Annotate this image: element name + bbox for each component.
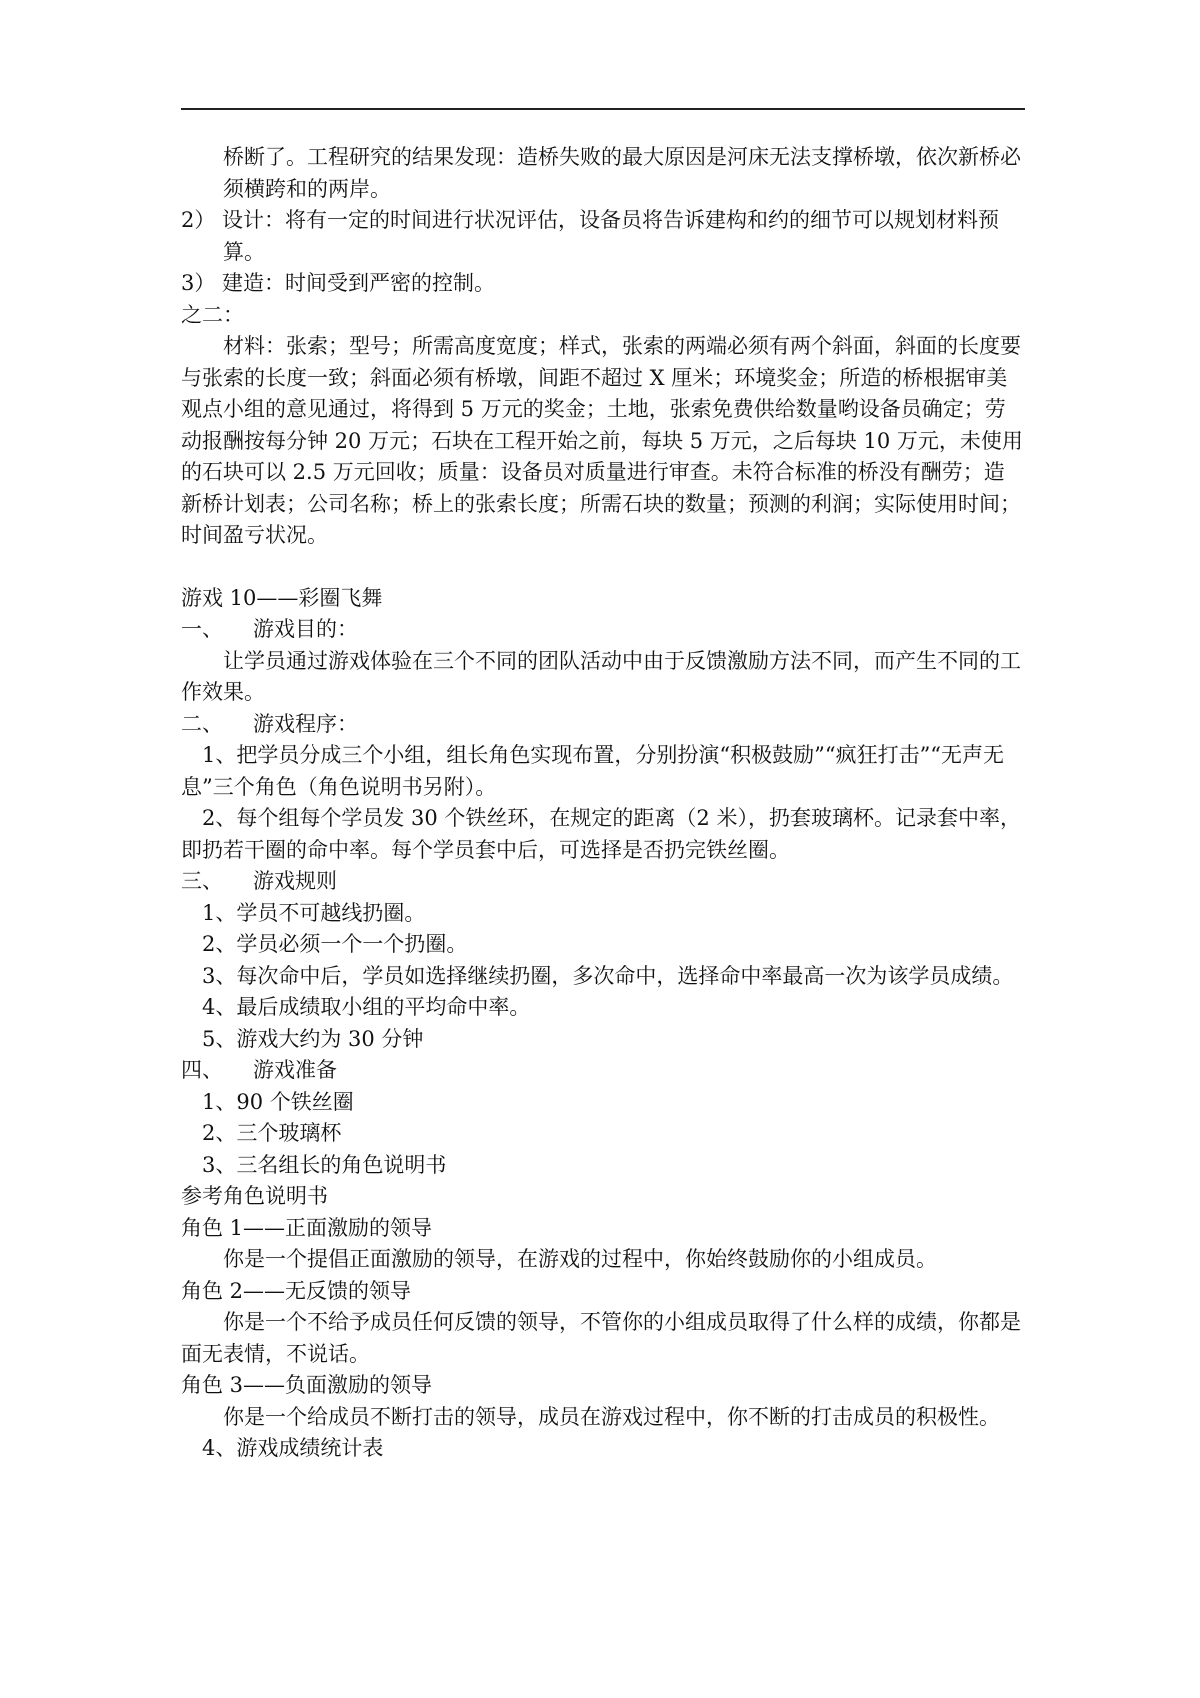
section-heading-3 [181,866,1025,898]
role-title: 角色 2——无反馈的领导 [181,1278,412,1303]
rule-item: 5、游戏大约为 30 分钟 [202,1026,424,1051]
procedure-item: 1、把学员分成三个小组，组长角色实现布置，分别扮演“积极鼓励”“疯狂打击”“无声无息”三个角色（角色说明书另附）。 [181,743,1005,799]
prep-item: 3、三名组长的角色说明书 [202,1152,447,1177]
section-number: 一、 [181,617,223,641]
rule-item: 1、学员不可越线扔圈。 [202,900,426,925]
role-description: 你是一个提倡正面激励的领导，在游戏的过程中，你始终鼓励你的小组成员。 [223,1247,937,1271]
section-title: 游戏规则 [253,869,337,893]
section-title: 游戏目的： [253,617,358,641]
document-body [181,142,1025,1465]
prep-item: 2、三个玻璃杯 [202,1121,342,1145]
purpose-paragraph: 让学员通过游戏体验在三个不同的团队活动中由于反馈激励方法不同，而产生不同的工作效果。 [181,648,1021,704]
materials-paragraph: 材料：张索；型号；所需高度宽度；样式，张索的两端必须有两个斜面，斜面的长度要与张索的长度一致；斜面必须有桥墩，间距不超过 X 厘米；环境奖金；所造的桥根据审美观点小组的意见通过，将得到 5 万元的奖金；土地，张索免费供给数量哟设备员确定；劳动报酬按每分钟 20 万元；石块在工程开始之前，每块 5 万元，之后每块 10 万元，未使用的石块可以 2.5 万元回收；质量：设备员对质量进行审查。未符合标准的桥没有酬劳；造新桥计划表；公司名称；桥上的张索长度；所需石块的数量；预测的利润；实际使用时间；时间盈亏状况。 [181,334,1023,547]
game-title: 游戏 10——彩圈飞舞 [181,585,383,610]
item-build: 3） 建造：时间受到严密的控制。 [181,271,496,295]
procedure-item: 2、每个组每个学员发 30 个铁丝环，在规定的距离（2 米），扔套玻璃杯。记录套中率，即扔若干圈的命中率。每个学员套中后，可选择是否扔完铁丝圈。 [181,806,1021,862]
spacer [181,552,1025,583]
stats-table-title: 4、游戏成绩统计表 [202,1436,384,1460]
section-title: 游戏准备 [253,1058,337,1082]
intro-continuation: 桥断了。工程研究的结果发现：造桥失败的最大原因是河床无法支撑桥墩，依次新桥必须横跨和的两岸。 [223,145,1021,201]
role-description: 你是一个给成员不断打击的领导，成员在游戏过程中，你不断的打击成员的积极性。 [223,1404,1000,1429]
prep-item: 1、90 个铁丝圈 [202,1089,354,1114]
item-design: 2） 设计：将有一定的时间进行状况评估，设备员将告诉建构和约的细节可以规划材料预算。 [181,208,1000,264]
section-number: 二、 [181,711,223,736]
role-description: 你是一个不给予成员任何反馈的领导，不管你的小组成员取得了什么样的成绩，你都是面无表情，不说话。 [181,1310,1021,1366]
rule-item: 2、学员必须一个一个扔圈。 [202,932,468,956]
role-title: 角色 1——正面激励的领导 [181,1215,433,1240]
role-title: 角色 3——负面激励的领导 [181,1373,433,1397]
section-number: 三、 [181,869,223,893]
section-heading-1 [181,614,1025,646]
rule-item: 3、每次命中后，学员如选择继续扔圈，多次命中，选择命中率最高一次为该学员成绩。 [202,963,1014,988]
section-heading-2 [181,709,1025,741]
section-title: 游戏程序： [253,711,358,736]
header-rule [181,108,1025,110]
reference-title: 参考角色说明书 [181,1184,328,1208]
section-heading-4 [181,1055,1025,1087]
section-number: 四、 [181,1058,223,1082]
part-two-label: 之二： [181,302,244,327]
rule-item: 4、最后成绩取小组的平均命中率。 [202,995,531,1019]
